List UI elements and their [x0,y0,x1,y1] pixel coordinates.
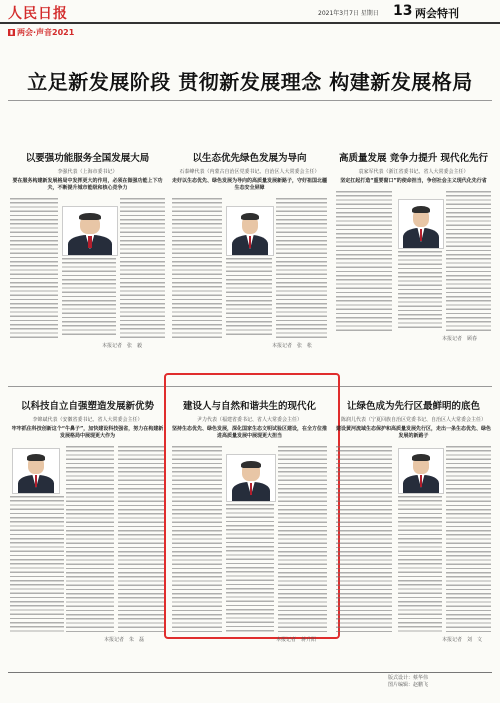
article-signature: 本报记者 张 枨 [272,343,313,349]
portrait-photo [12,448,60,494]
portrait-photo [398,448,444,494]
article-signature: 本报记者 刘 文 [442,637,483,643]
article-deck: 坚持生态优先、绿色发展，深化国家生态文明试验区建设，在全方位推进高质量发展中展现更大担当 [172,426,328,439]
text-column [226,504,274,632]
text-column [336,191,392,331]
article-title: 让绿色成为先行区最鲜明的底色 [346,401,480,412]
footer-rule [8,672,492,673]
portrait-photo [226,454,276,502]
page-credits: 版式设计：蔡华伟 图片编辑：赵鹏飞 [388,675,429,688]
text-column [226,258,272,338]
article-byline: 尹力代表（福建省委书记、省人大常委会主任） [196,417,302,423]
text-column [172,198,222,338]
page-headline: 立足新发展阶段 贯彻新发展理念 构建新发展格局 [27,70,473,94]
article-card-4[interactable] [10,398,165,643]
text-column [398,251,442,331]
article-card-6[interactable] [336,398,492,643]
article-deck: 要在服务构建新发展格局中发挥更大的作用，必须在做强功能上下功夫，不断提升城市能级和核心竞争力 [12,178,163,191]
page-number: 13 [393,3,413,19]
text-column [10,496,64,632]
portrait-photo [62,206,118,256]
article-signature: 本报记者 张 毅 [102,343,143,349]
article-title: 高质量发展 竞争力提升 现代化先行 [338,153,489,164]
article-byline: 石泰峰代表（内蒙古自治区党委书记、自治区人大常委会主任） [179,169,320,175]
article-title: 以生态优先绿色发展为导向 [192,153,307,164]
text-column [278,446,327,632]
article-title: 以要强功能服务全国发展大局 [25,153,150,164]
article-deck: 走好以生态优先、绿色发展为导向的高质量发展新路子，守好祖国北疆生态安全屏障 [172,178,328,191]
article-byline: 袁家军代表（浙江省委书记、省人大常委会主任） [358,169,469,175]
article-deck: 建设黄河流域生态保护和高质量发展先行区，走出一条生态优先、绿色发展的新路子 [336,426,492,439]
portrait-photo [398,199,444,249]
article-deck: 坚定扛起打造“重要窗口”的使命担当，争创社会主义现代化先行省 [340,178,487,184]
article-card-2[interactable] [172,150,328,349]
article-card-5[interactable] [172,398,328,643]
article-byline: 李锦斌代表（安徽省委书记、省人大常委会主任） [32,417,143,423]
section-title: 两会特刊 [415,7,459,20]
article-title: 建设人与自然和谐共生的现代化 [182,401,316,412]
article-card-3[interactable] [336,150,491,342]
article-byline: 李强代表（上海市委书记） [57,169,118,175]
text-column [398,496,442,632]
series-label: ▮ 两会·声音2021 [9,27,75,37]
text-column [62,258,116,338]
text-column [66,446,114,632]
article-deck: 牢牢抓住科技创新这个“牛鼻子”，加快建设科技强省，努力在构建新发展格局中展现更大作为 [11,426,164,439]
text-column [120,198,165,338]
text-column [276,198,327,338]
masthead-logo: 人民日报 [8,6,68,22]
portrait-photo [226,206,274,256]
text-column [336,446,392,632]
series-icon: ▮ [9,28,14,36]
article-signature: 本报记者 顾春 [442,336,478,342]
text-column [446,191,491,331]
article-byline: 陈润儿代表（宁夏回族自治区党委书记、自治区人大常委会主任） [340,417,486,423]
article-signature: 本报记者 蒋升阳 [276,637,317,643]
publication-date: 2021年3月7日 星期日 [318,10,379,17]
text-column [446,446,491,632]
text-column [172,446,222,632]
article-card-1[interactable] [10,150,165,349]
page-header [0,0,500,24]
article-signature: 本报记者 朱 磊 [104,637,145,643]
text-column [118,446,165,632]
article-title: 以科技自立自强塑造发展新优势 [20,401,154,412]
headline-divider [8,100,492,101]
text-column [10,198,58,338]
